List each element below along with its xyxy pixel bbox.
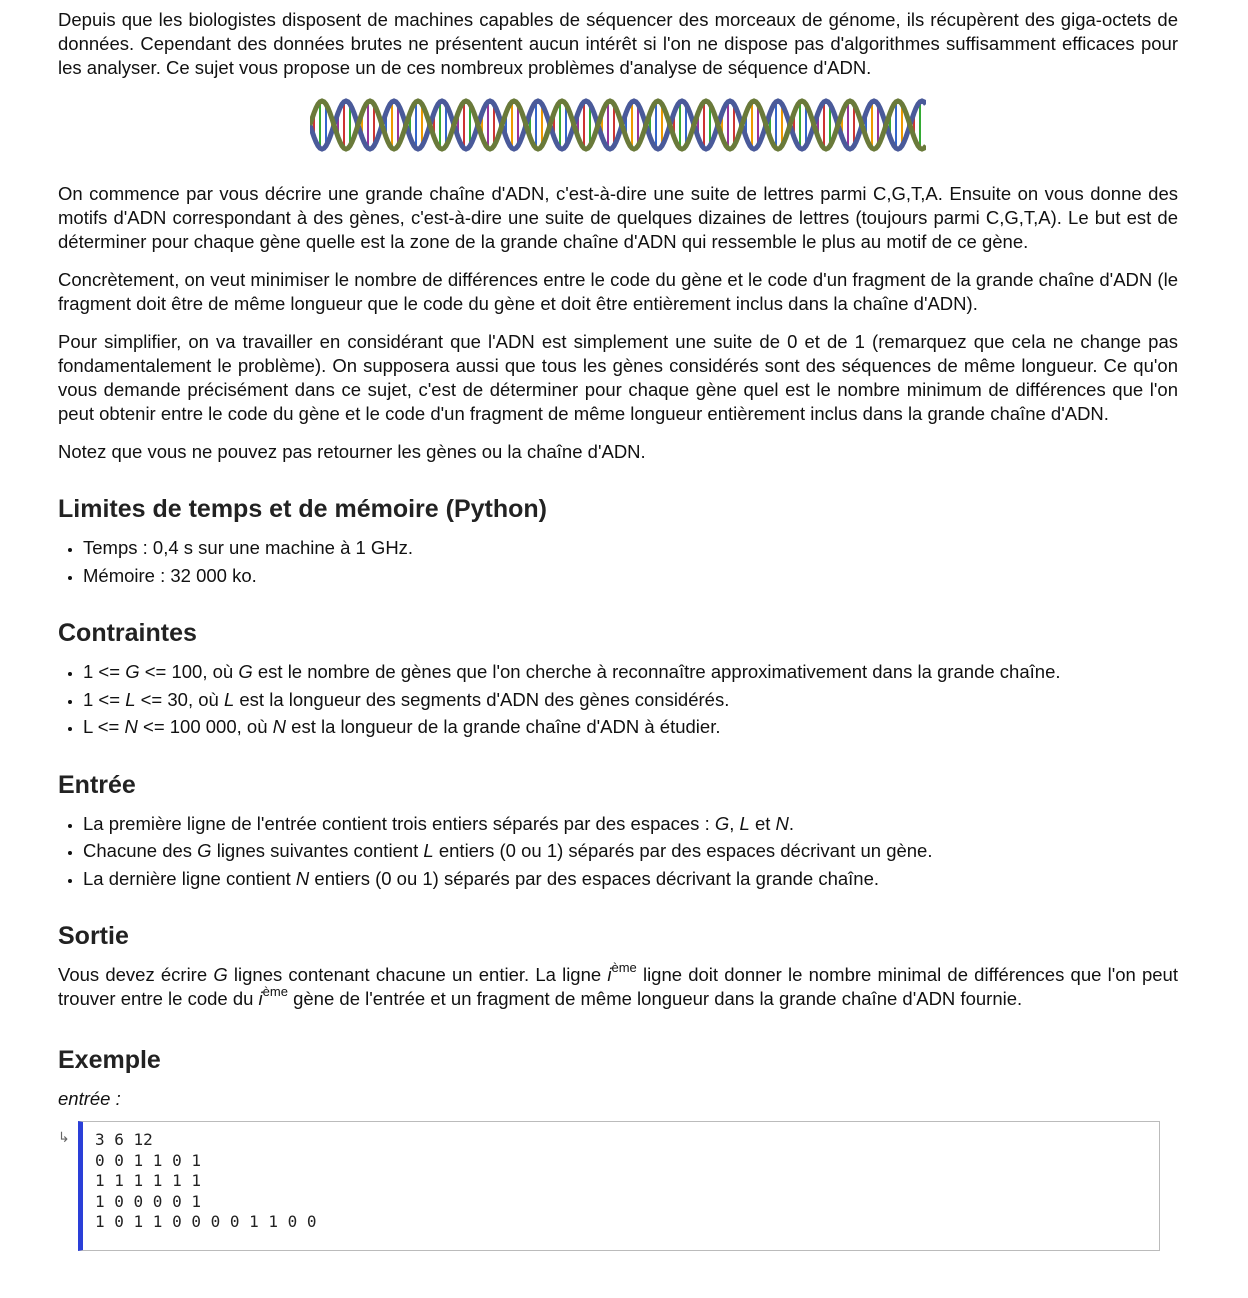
- input-item-gene-lines: • Chacune des G lignes suivantes contient L entiers (0 ou 1) séparés par des espaces décrivant un gène.: [83, 839, 1178, 864]
- example-heading: Exemple: [58, 1046, 161, 1074]
- code-line: 3 6 12: [95, 1130, 153, 1149]
- limit-memory: • Mémoire : 32 000 ko.: [83, 564, 1178, 589]
- code-box[interactable]: [78, 1121, 1160, 1251]
- dna-helix-image: [310, 94, 926, 156]
- code-line: 0 0 1 1 0 1: [95, 1150, 201, 1170]
- example-input-block: [58, 1121, 1178, 1251]
- constraint-n: • L <= N <= 100 000, où N est la longueur de la grande chaîne d'ADN à étudier.: [83, 715, 1178, 740]
- constraint-l: • 1 <= L <= 30, où L est la longueur des segments d'ADN des gènes considérés.: [83, 688, 1178, 713]
- input-list: [58, 812, 1178, 892]
- intro-paragraph-1: Depuis que les biologistes disposent de machines capables de séquencer des morceaux de génome, ils récupèrent des giga-octets de données. Cependant des données brutes ne présentent aucun intérêt si l'on ne dispose pas d'algorithmes suffisamment efficaces pour les analyser. Ce sujet vous propose un de ces nombreux problèmes d'analyse de séquence d'ADN.: [58, 9, 1178, 78]
- limits-heading: Limites de temps et de mémoire (Python): [58, 495, 547, 523]
- constraint-g: • 1 <= G <= 100, où G est le nombre de gènes que l'on cherche à reconnaître approximativement dans la grande chaîne.: [83, 660, 1178, 685]
- line-wrap-arrow-icon: ↳: [58, 1129, 70, 1145]
- limit-time: • Temps : 0,4 s sur une machine à 1 GHz.: [83, 536, 1178, 561]
- output-paragraph: Vous devez écrire G lignes contenant chacune un entier. La ligne $i^{ème}$ ligne doit donner le nombre minimal de différences que l'on peut trouver entre le code du $i^{ème}$ gène de l'entrée et un fragment de même longueur dans la grande chaîne d'ADN fournie.: [58, 959, 1178, 1009]
- code-line: 1 0 1 1 0 0 0 0 1 1 0 0: [95, 1212, 317, 1231]
- output-heading: Sortie: [58, 922, 129, 950]
- input-item-first-line: • La première ligne de l'entrée contient trois entiers séparés par des espaces : G, L et N.: [83, 812, 1178, 837]
- code-line: 1 1 1 1 1 1: [95, 1171, 201, 1190]
- intro-paragraph-5: Notez que vous ne pouvez pas retourner les gènes ou la chaîne d'ADN.: [58, 441, 646, 462]
- limits-list: [58, 536, 1178, 588]
- constraints-list: [58, 660, 1178, 740]
- input-item-last-line: • La dernière ligne contient N entiers (0 ou 1) séparés par des espaces décrivant la grande chaîne.: [83, 867, 1178, 892]
- code-line: 1 0 0 0 0 1: [95, 1191, 201, 1211]
- intro-paragraph-2: On commence par vous décrire une grande chaîne d'ADN, c'est-à-dire une suite de lettres parmi C,G,T,A. Ensuite on vous donne des motifs d'ADN correspondant à des gènes, c'est-à-dire une suite de quelques dizaines de lettres (toujours parmi C,G,T,A). Le but est de déterminer pour chaque gène quelle est la zone de la grande chaîne d'ADN qui ressemble le plus au motif de ce gène.: [58, 183, 1178, 252]
- intro-paragraph-4: Pour simplifier, on va travailler en considérant que l'ADN est simplement une suite de 0 et de 1 (remarquez que cela ne change pas fondamentalement le problème). On supposera aussi que tous les gènes considérés sont des séquences de même longueur. Ce qu'on vous demande précisément dans ce sujet, c'est de déterminer pour chaque gène quel est le nombre minimum de différences que l'on peut obtenir entre le code du gène et le code d'un fragment de même longueur entièrement inclus dans la grande chaîne d'ADN.: [58, 331, 1178, 424]
- constraints-heading: Contraintes: [58, 619, 197, 647]
- input-heading: Entrée: [58, 770, 136, 799]
- intro-paragraph-3: Concrètement, on veut minimiser le nombre de différences entre le code du gène et le code d'un fragment de la grande chaîne d'ADN (le fragment doit être de même longueur que le code du gène et doit être entièrement inclus dans la chaîne d'ADN).: [58, 269, 1178, 314]
- example-input-label: entrée :: [58, 1088, 121, 1109]
